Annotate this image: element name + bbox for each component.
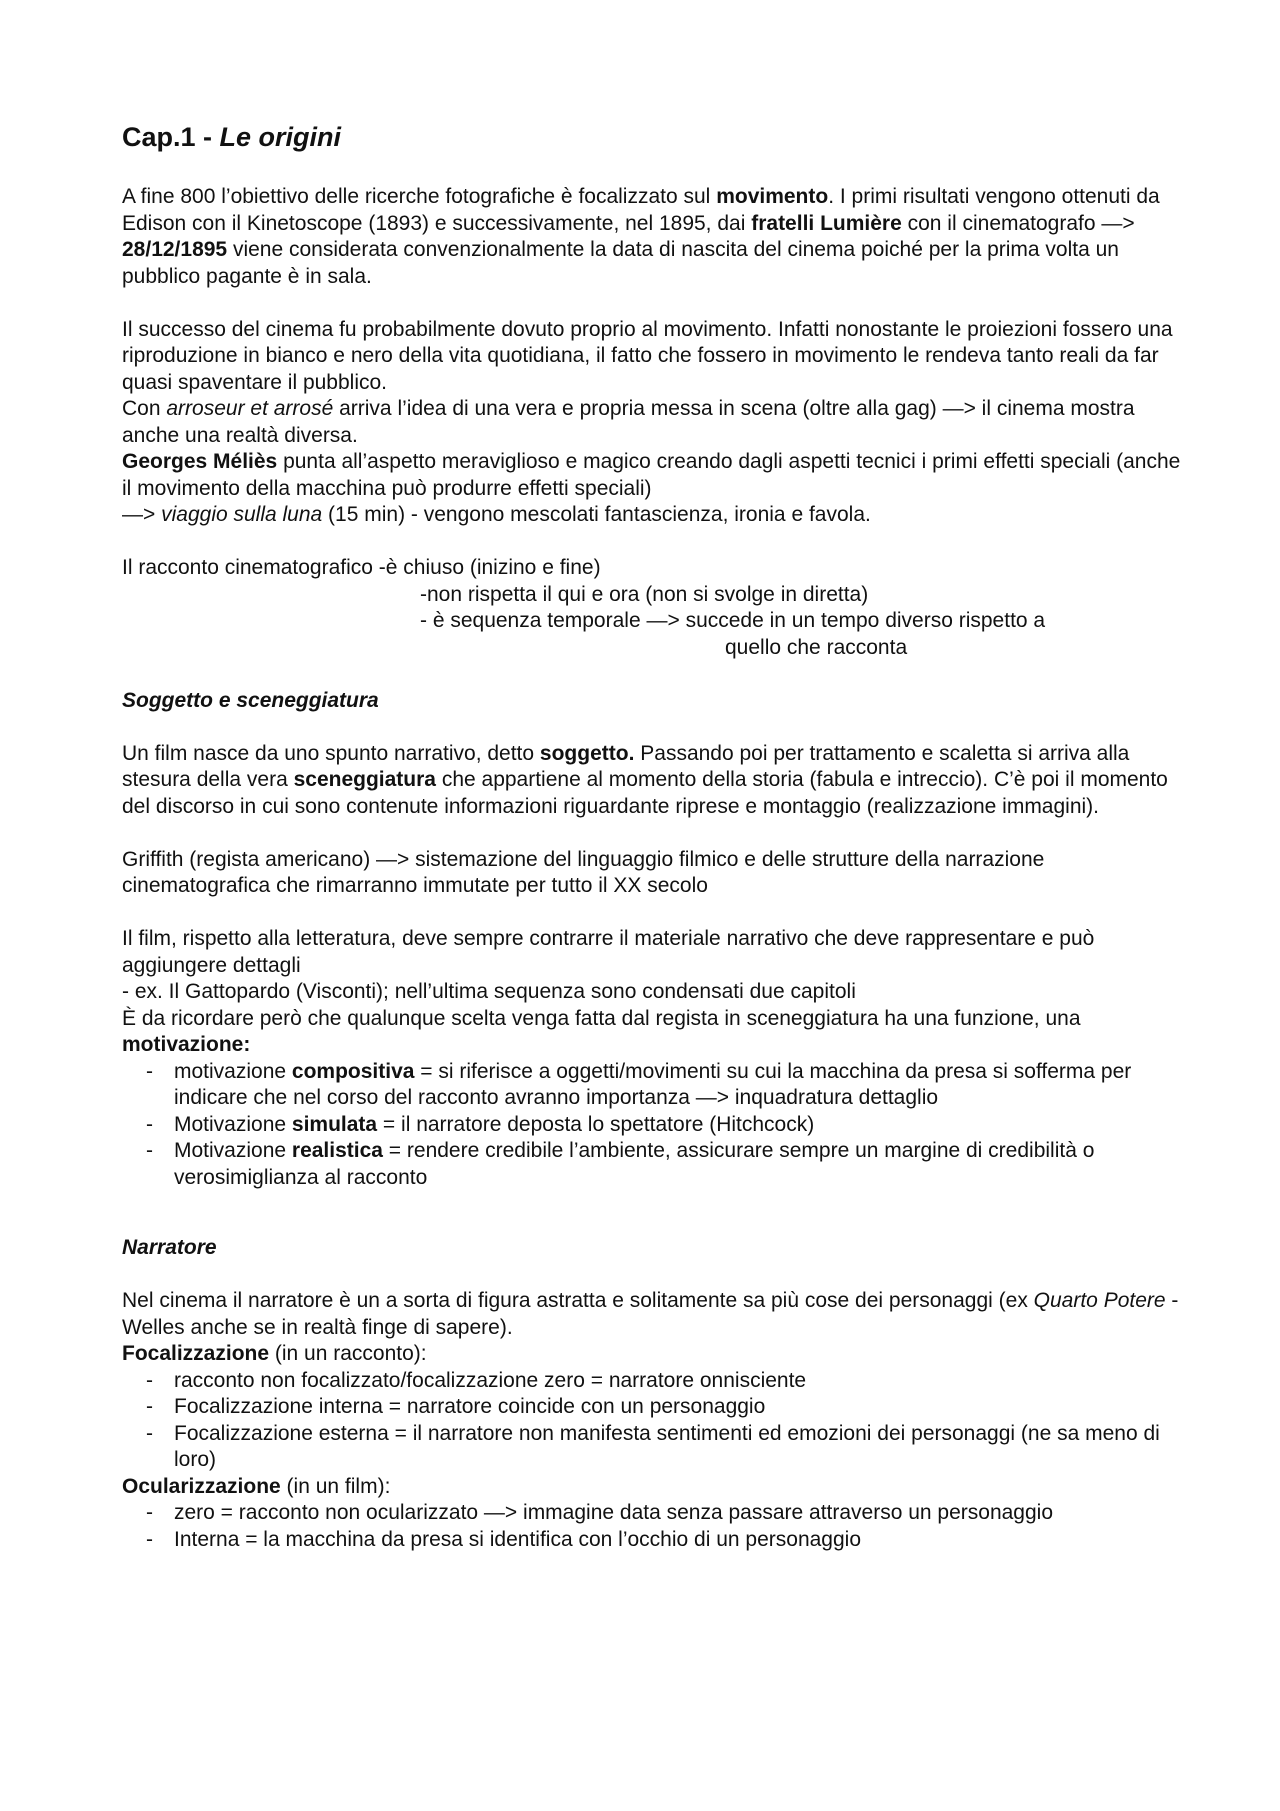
list-item: - Focalizzazione esterna = il narratore non manifesta sentimenti ed emozioni dei personaggi (ne sa meno di loro) xyxy=(174,1421,1182,1474)
section-heading-narratore: Narratore xyxy=(122,1236,217,1259)
paragraph-origins: A fine 800 l’obiettivo delle ricerche fotografiche è focalizzato sul movimento. I primi risultati vengono ottenuti da Edison con il Kinetoscope (1893) e successivamente, nel 1895, dai fratelli Lumière con il cinematografo —> 28/12/1895 viene considerata convenzionalmente la data di nascita del cinema poiché per la prima volta un pubblico pagante è in sala. xyxy=(122,185,1160,288)
chapter-title: Cap.1 - Le origini xyxy=(122,122,342,152)
list-item: - Interna = la macchina da presa si identifica con l’occhio di un personaggio xyxy=(174,1527,1182,1554)
paragraph-success: Il successo del cinema fu probabilmente dovuto proprio al movimento. Infatti nonostante le proiezioni fossero una riproduzione in bianco e nero della vita quotidiana, il fatto che fossero in movimento le rendeva tanto reali da far quasi spaventare il pubblico. xyxy=(122,317,1173,394)
list-item: - Focalizzazione interna = narratore coincide con un personaggio xyxy=(174,1394,1182,1421)
paragraph-melies: Georges Méliès punta all’aspetto meraviglioso e magico creando dagli aspetti tecnici i primi effetti speciali (anche il movimento della macchina può produrre effetti speciali) xyxy=(122,450,1181,500)
list-item: - zero = racconto non ocularizzato —> immagine data senza passare attraverso un personaggio xyxy=(174,1500,1182,1527)
paragraph-gattopardo: - ex. Il Gattopardo (Visconti); nell’ultima sequenza sono condensati due capitoli xyxy=(122,980,856,1003)
racconto-line-3: - è sequenza temporale —> succede in un tempo diverso rispetto a xyxy=(420,609,1046,632)
list-item: - motivazione compositiva = si riferisce a oggetti/movimenti su cui la macchina da presa si sofferma per indicare che nel corso del racconto avranno importanza —> inquadratura dettaglio xyxy=(174,1059,1182,1112)
paragraph-letteratura: Il film, rispetto alla letteratura, deve sempre contrarre il materiale narrativo che deve rappresentare e può aggiungere dettagli xyxy=(122,927,1095,977)
list-item: - Motivazione realistica = rendere credibile l’ambiente, assicurare sempre un margine di credibilità o verosimiglianza al racconto xyxy=(174,1138,1182,1191)
motivazione-list xyxy=(122,1059,1182,1192)
paragraph-viaggio: —> viaggio sulla luna (15 min) - vengono mescolati fantascienza, ironia e favola. xyxy=(122,503,871,526)
focalizzazione-list xyxy=(122,1368,1182,1474)
ocularizzazione-list xyxy=(122,1500,1182,1553)
list-item: - racconto non focalizzato/focalizzazione zero = narratore onnisciente xyxy=(174,1368,1182,1395)
racconto-line-2: -non rispetta il qui e ora (non si svolge in diretta) xyxy=(420,582,869,606)
racconto-line-1: Il racconto cinematografico -è chiuso (inizino e fine) xyxy=(122,556,601,579)
paragraph-motivazione: È da ricordare però che qualunque scelta venga fatta dal regista in sceneggiatura ha una funzione, una motivazione: xyxy=(122,1006,1081,1056)
paragraph-griffith: Griffith (regista americano) —> sistemazione del linguaggio filmico e delle strutture della narrazione cinematografica che rimarranno immutate per tutto il XX secolo xyxy=(122,847,1045,897)
racconto-line-4: quello che racconta xyxy=(725,635,908,659)
document-page xyxy=(122,120,1182,1553)
focalizzazione-heading: Focalizzazione (in un racconto): xyxy=(122,1342,427,1365)
ocularizzazione-heading: Ocularizzazione (in un film): xyxy=(122,1474,391,1498)
list-item: - Motivazione simulata = il narratore deposta lo spettatore (Hitchcock) xyxy=(174,1112,1182,1139)
paragraph-soggetto: Un film nasce da uno spunto narrativo, detto soggetto. Passando poi per trattamento e scaletta si arriva alla stesura della vera sceneggiatura che appartiene al momento della storia (fabula e intreccio). C’è poi il momento del discorso in cui sono contenute informazioni riguardante riprese e montaggio (realizzazione immagini). xyxy=(122,741,1168,818)
section-heading-soggetto: Soggetto e sceneggiatura xyxy=(122,688,379,712)
paragraph-narratore: Nel cinema il narratore è un a sorta di figura astratta e solitamente sa più cose dei personaggi (ex Quarto Potere -Welles anche se in realtà finge di sapere). xyxy=(122,1289,1179,1339)
paragraph-arroseur: Con arroseur et arrosé arriva l’idea di una vera e propria messa in scena (oltre alla gag) —> il cinema mostra anche una realtà diversa. xyxy=(122,397,1135,447)
